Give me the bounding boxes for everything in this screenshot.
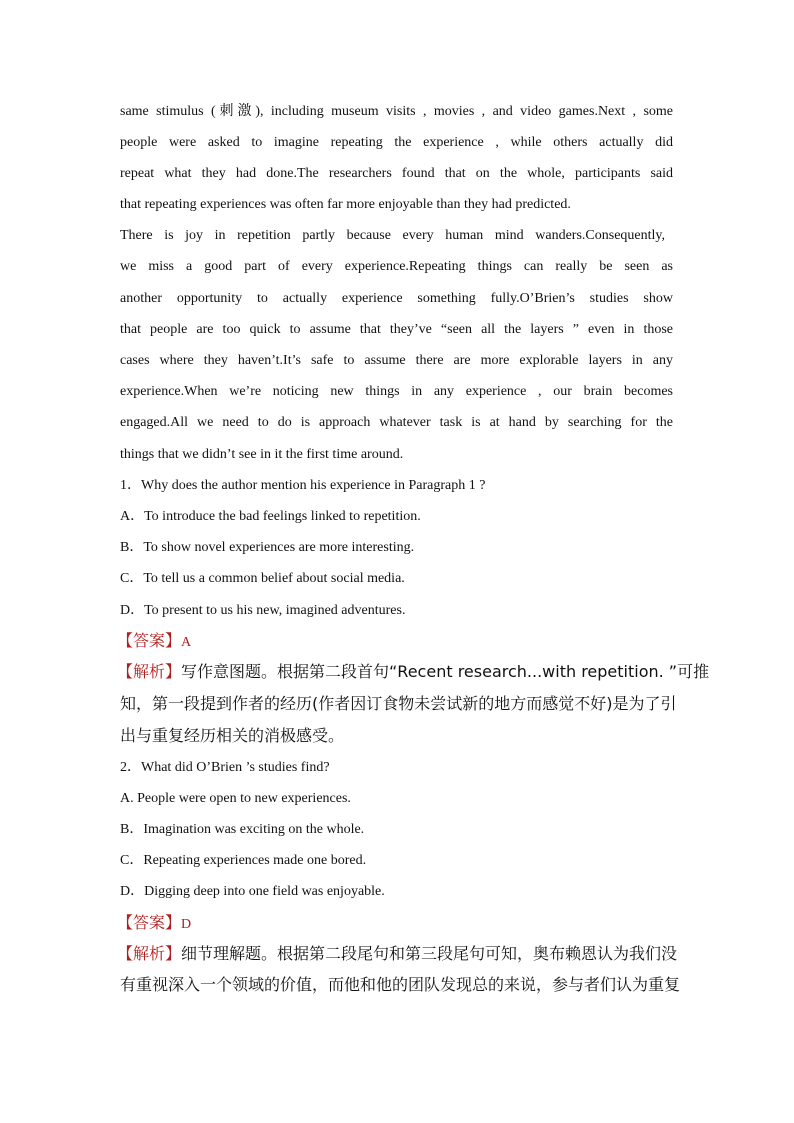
answer-value: A [181, 635, 192, 650]
answer-tag: 【答案】 [117, 913, 182, 932]
q2-option-d: D．Digging deep into one field was enjoyable. [120, 884, 385, 899]
q1-option-c: C．To tell us a common belief about social media. [120, 571, 405, 586]
passage-line: another opportunity to actually experience something fully.O’Brien’s studies show [120, 291, 673, 306]
analysis-tag: 【解析】 [117, 944, 182, 963]
q2-option-b: B．Imagination was exciting on the whole. [120, 822, 365, 837]
q1-analysis-line: 出与重复经历相关的消极感受。 [120, 726, 345, 745]
passage-line: cases where they haven’t.It’s safe to assume there are more explorable layers in any [120, 353, 673, 368]
passage-line: that repeating experiences was often far more enjoyable than they had predicted. [120, 197, 571, 212]
q1-option-d: D．To present to us his new, imagined adventures. [120, 603, 406, 618]
passage-line: engaged.All we need to do is approach whatever task is at hand by searching for the [120, 415, 673, 430]
passage-line: experience.When we’re noticing new things in any experience , our brain becomes [120, 384, 673, 399]
analysis-text: 写作意图题。根据第二段首句“Recent research...with repetition. ”可推 [181, 662, 710, 681]
passage-line: same stimulus (刺激), including museum visits , movies , and video games.Next , some [120, 104, 673, 119]
q1-analysis-line: 知，第一段提到作者的经历(作者因订食物未尝试新的地方而感觉不好)是为了引 [120, 694, 677, 713]
question-2: 2．What did O’Brien ’s studies find? [120, 760, 330, 775]
answer-tag: 【答案】 [117, 631, 182, 650]
q2-option-c: C．Repeating experiences made one bored. [120, 853, 367, 868]
passage-line: that people are too quick to assume that they’ve “seen all the layers ” even in those [120, 322, 673, 337]
q1-analysis-line [117, 662, 710, 682]
q2-analysis-line [117, 944, 678, 964]
q2-option-a: A. People were open to new experiences. [120, 791, 351, 806]
analysis-tag: 【解析】 [117, 662, 182, 681]
q2-analysis-line: 有重视深入一个领域的价值，而他和他的团队发现总的来说，参与者们认为重复 [120, 975, 681, 994]
passage-line: things that we didn’t see in it the first time around. [120, 447, 404, 462]
passage-line: There is joy in repetition partly because every human mind wanders.Consequently, [120, 228, 665, 243]
passage-line: people were asked to imagine repeating the experience , while others actually did [120, 135, 673, 150]
q1-option-b: B．To show novel experiences are more interesting. [120, 540, 415, 555]
q1-answer [117, 631, 670, 653]
q2-answer [117, 913, 670, 935]
passage-line: we miss a good part of every experience.Repeating things can really be seen as [120, 259, 673, 274]
q1-option-a: A．To introduce the bad feelings linked to repetition. [120, 509, 421, 524]
answer-value: D [181, 917, 192, 932]
analysis-text: 细节理解题。根据第二段尾句和第三段尾句可知，奥布赖恩认为我们没 [181, 944, 678, 963]
question-1: 1．Why does the author mention his experience in Paragraph 1 ? [120, 478, 486, 493]
passage-line: repeat what they had done.The researchers found that on the whole, participants said [120, 166, 673, 181]
